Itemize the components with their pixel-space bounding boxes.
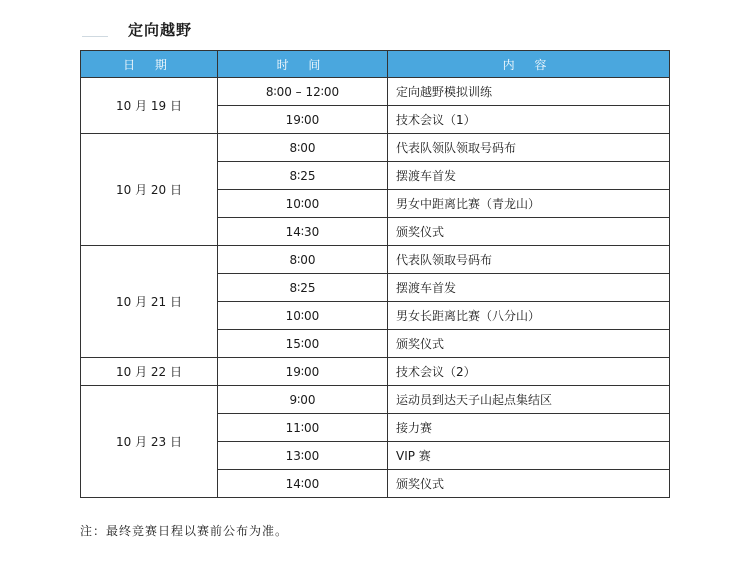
date-cell: 10 月 22 日 [81, 358, 218, 386]
header-row [81, 51, 670, 78]
time-cell: 11∶00 [218, 414, 388, 442]
content-cell: 代表队领取号码布 [388, 246, 670, 274]
time-cell: 19∶00 [218, 106, 388, 134]
table-row [81, 246, 670, 274]
time-cell: 19∶00 [218, 358, 388, 386]
time-cell: 10∶00 [218, 190, 388, 218]
date-cell: 10 月 21 日 [81, 246, 218, 358]
section-title: 定向越野 [128, 21, 193, 39]
date-cell: 10 月 20 日 [81, 134, 218, 246]
content-cell: 运动员到达天子山起点集结区 [388, 386, 670, 414]
time-cell: 14∶30 [218, 218, 388, 246]
table-row [81, 386, 670, 414]
content-cell: 颁奖仪式 [388, 218, 670, 246]
schedule-table [80, 50, 670, 498]
table-row [81, 134, 670, 162]
content-cell: 接力赛 [388, 414, 670, 442]
table-row [81, 358, 670, 386]
content-cell: 颁奖仪式 [388, 470, 670, 498]
time-cell: 9∶00 [218, 386, 388, 414]
table-row [81, 78, 670, 106]
content-cell: 摆渡车首发 [388, 162, 670, 190]
time-cell: 8∶00 [218, 246, 388, 274]
content-cell: 定向越野模拟训练 [388, 78, 670, 106]
time-cell: 8∶25 [218, 162, 388, 190]
content-cell: 技术会议（1） [388, 106, 670, 134]
content-cell: 技术会议（2） [388, 358, 670, 386]
time-cell: 8∶00 – 12∶00 [218, 78, 388, 106]
time-cell: 8∶00 [218, 134, 388, 162]
date-cell: 10 月 19 日 [81, 78, 218, 134]
content-cell: VIP 赛 [388, 442, 670, 470]
header-content: 内 容 [388, 51, 670, 78]
content-cell: 男女中距离比赛（青龙山） [388, 190, 670, 218]
schedule-body [81, 78, 670, 498]
decorative-rule [82, 36, 108, 37]
content-cell: 摆渡车首发 [388, 274, 670, 302]
content-cell: 颁奖仪式 [388, 330, 670, 358]
header-date: 日 期 [81, 51, 218, 78]
time-cell: 13∶00 [218, 442, 388, 470]
time-cell: 10∶00 [218, 302, 388, 330]
content-cell: 男女长距离比赛（八分山） [388, 302, 670, 330]
time-cell: 15∶00 [218, 330, 388, 358]
time-cell: 8∶25 [218, 274, 388, 302]
footnote: 注：最终竞赛日程以赛前公布为准。 [80, 524, 289, 538]
header-time: 时 间 [218, 51, 388, 78]
date-cell: 10 月 23 日 [81, 386, 218, 498]
content-cell: 代表队领队领取号码布 [388, 134, 670, 162]
time-cell: 14∶00 [218, 470, 388, 498]
